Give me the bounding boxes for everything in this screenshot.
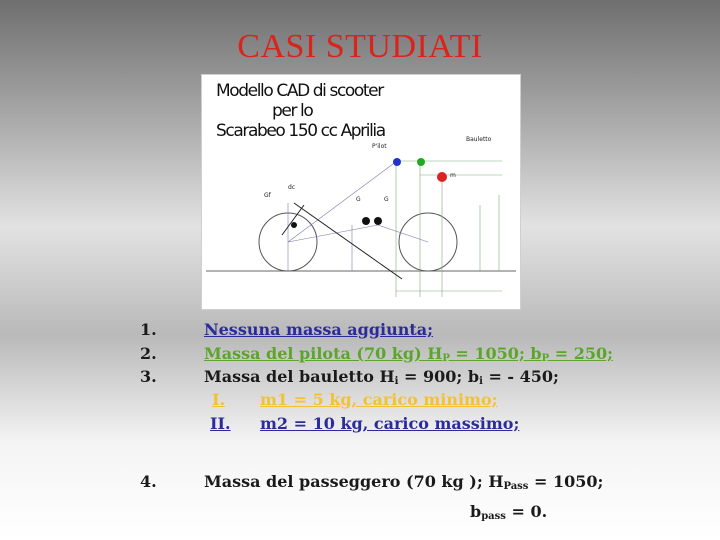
item-text: Massa del bauletto $H_i = 900$; $b_i$ = - 450; [204, 367, 559, 387]
scooter-cad-figure [201, 74, 521, 310]
label-pilot: P'ilot [372, 143, 387, 150]
item-roman: II. [210, 414, 231, 433]
item-roman: I. [212, 390, 226, 409]
caption-line-1: Modello CAD di scooter [216, 81, 383, 101]
list-item [470, 502, 547, 522]
item-text: Massa del pilota (70 kg) $H_P = 1050$; $b_P = 250$; [204, 344, 613, 364]
caption-line-3: Scarabeo 150 cc Aprilia [216, 121, 385, 141]
item-text: $b_{pass} = 0$. [470, 502, 548, 522]
label-dc: dc [288, 184, 296, 191]
caption-line-2: per lo [272, 101, 313, 121]
slide-title: CASI STUDIATI [237, 28, 483, 65]
label-g: G [356, 196, 361, 203]
item-text: Nessuna massa aggiunta; [204, 320, 434, 339]
item-text: m1 = 5 kg, carico minimo; [260, 390, 498, 409]
item-number: 2. [140, 344, 157, 363]
item-number: 3. [140, 367, 157, 386]
item-text: m2 = 10 kg, carico massimo; [260, 414, 520, 433]
item-number: 4. [140, 472, 157, 491]
item-number: 1. [140, 320, 157, 339]
label-g2: G [384, 196, 389, 203]
figure-caption [216, 81, 406, 141]
label-m: m [450, 172, 456, 179]
item-text: Massa del passeggero (70 kg ); $H_{Pass} = 1050$; [204, 472, 604, 492]
label-gf: Gf [264, 192, 271, 199]
label-bauletto: Bauletto [466, 136, 492, 143]
